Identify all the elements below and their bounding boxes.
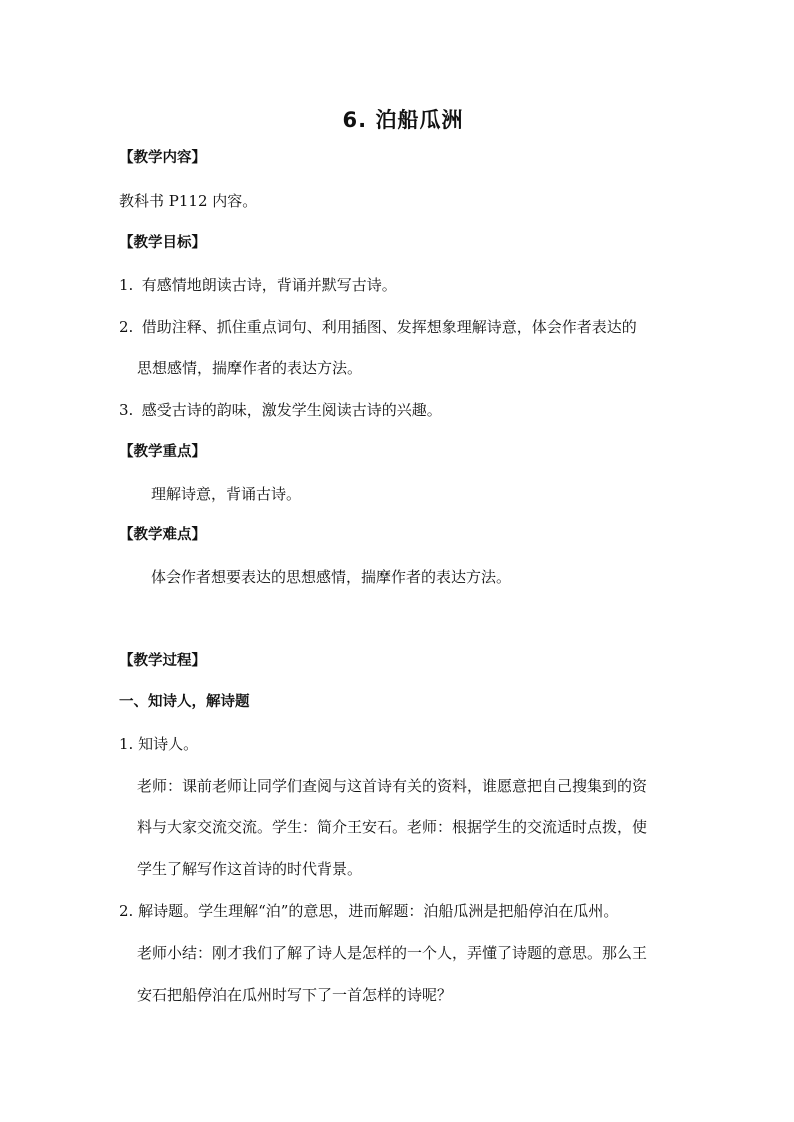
goal-number: 2. [119,318,134,336]
goal-item-2-continuation: 思想感情，揣摩作者的表达方法。 [137,359,363,377]
goal-text: 有感情地朗读古诗，背诵并默写古诗。 [141,276,397,294]
goals-heading: 【教学目标】 [119,235,206,251]
difficulty-heading: 【教学难点】 [119,527,206,543]
step-1-line-1: 老师：课前老师让同学们查阅与这首诗有关的资料，谁愿意把自己搜集到的资 [137,777,648,795]
content-text: 教科书 P112 内容。 [119,192,258,210]
difficulty-text: 体会作者想要表达的思想感情，揣摩作者的表达方法。 [151,568,512,586]
page-title: 6. 泊船瓜洲 [342,108,464,132]
key-heading: 【教学重点】 [119,444,206,460]
goal-text: 借助注释、抓住重点词句、利用插图、发挥想象理解诗意，体会作者表达的 [141,318,637,336]
goal-item-2 [119,317,679,337]
step-2-line-1: 老师小结：刚才我们了解了诗人是怎样的一个人，弄懂了诗题的意思。那么王 [137,944,648,962]
process-heading: 【教学过程】 [119,653,206,669]
step-2: 2. 解诗题。学生理解“泊”的意思，进而解题：泊船瓜洲是把船停泊在瓜州。 [119,902,619,920]
step-1: 1. 知诗人。 [119,735,199,753]
part1-heading: 一、知诗人，解诗题 [119,694,250,710]
key-text: 理解诗意，背诵古诗。 [151,485,302,503]
goal-text: 感受古诗的韵味，激发学生阅读古诗的兴趣。 [141,401,442,419]
step-2-line-2: 安石把船停泊在瓜州时写下了一首怎样的诗呢？ [137,986,453,1004]
goal-number: 3. [119,401,134,419]
goal-item-1 [119,275,679,295]
goal-number: 1. [119,276,134,294]
goal-item-3 [119,400,679,420]
content-heading: 【教学内容】 [119,150,206,166]
step-1-line-3: 学生了解写作这首诗的时代背景。 [137,860,363,878]
step-1-line-2: 料与大家交流交流。学生：简介王安石。老师：根据学生的交流适时点拨，使 [137,818,648,836]
